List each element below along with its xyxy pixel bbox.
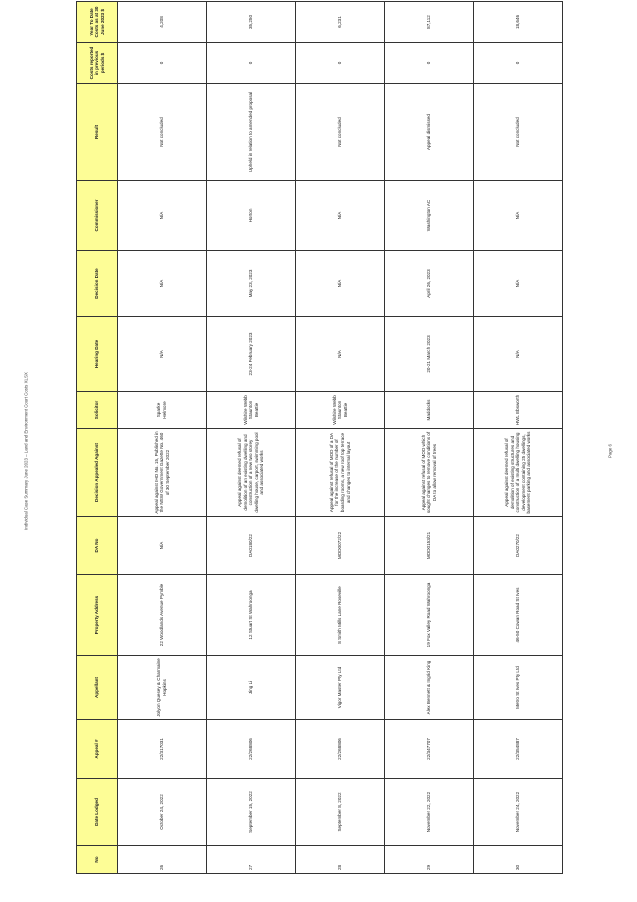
- col-header-property-address: Property Address: [77, 575, 118, 656]
- cell-appellant: Metro St Ives Pty Ltd: [474, 656, 563, 720]
- cell-costs-previous: 0: [385, 43, 474, 84]
- cell-no: 29: [385, 846, 474, 874]
- cell-result: Appeal dismissed: [385, 84, 474, 181]
- cell-commissioner: N/A: [296, 181, 385, 251]
- cell-hearing-date: N/A: [296, 317, 385, 392]
- cell-costs-ytd: 6,231: [296, 2, 385, 43]
- col-header-da-no: DA No: [77, 517, 118, 575]
- cell-date-lodged: November 24, 2022: [474, 779, 563, 846]
- cell-decision: Appeal against refusal of MOD of a DA for the increase of the number of boarding rooms, a new roof top terrace and changes to internal layout: [296, 429, 385, 517]
- cell-decision: Appeal against deemed refusal of demolition of existing structures and construction of a multi dwelling housing development containing 25 dwellings, basement parking and associated works: [474, 429, 563, 517]
- cell-solicitor: Maddocks: [385, 392, 474, 429]
- cell-decision: Appeal against refusal of MOD which sought changes to remove conditions of DA to allow removal of trees: [385, 429, 474, 517]
- cell-solicitor: Wilshire Webb Staunton Beattie: [296, 392, 385, 429]
- table-row: [207, 2, 296, 874]
- table-row: [385, 2, 474, 874]
- col-header-hearing-date: Hearing Date: [77, 317, 118, 392]
- cell-date-lodged: October 24, 2022: [118, 779, 207, 846]
- cell-decision: Appeal against deemed refusal of demolition of an existing dwelling and construction of a new two storey dwelling house, carport, swimming pool and associated works: [207, 429, 296, 517]
- cell-costs-previous: 0: [474, 43, 563, 84]
- cell-hearing-date: N/A: [118, 317, 207, 392]
- cell-result: Upheld in relation to amended proposal: [207, 84, 296, 181]
- cell-date-lodged: November 22, 2022: [385, 779, 474, 846]
- table-row: [474, 2, 563, 874]
- cell-costs-ytd: 4,208: [118, 2, 207, 43]
- cell-hearing-date: 20-21 March 2023: [385, 317, 474, 392]
- col-header-decision-date: Decision Date: [77, 251, 118, 317]
- cell-costs-ytd: 35,250: [207, 2, 296, 43]
- cell-appeal: 22/317031: [118, 720, 207, 779]
- cell-commissioner: Horton: [207, 181, 296, 251]
- cell-appeal: 22/354887: [474, 720, 563, 779]
- document-side-title: Individual Case Summary June 2023 – Land and Environment Court Costs XLSX: [23, 372, 29, 530]
- table-row: [118, 2, 207, 874]
- cell-no: 27: [207, 846, 296, 874]
- header-row: [77, 2, 118, 874]
- cell-appellant: Vigor Master Pty Ltd: [296, 656, 385, 720]
- cell-costs-previous: 0: [118, 43, 207, 84]
- cell-decision-date: N/A: [118, 251, 207, 317]
- cell-da-no: DA0270/22: [474, 517, 563, 575]
- col-header-appellant: Appellant: [77, 656, 118, 720]
- cell-commissioner: N/A: [118, 181, 207, 251]
- cell-address: 19 Fox Valley Road Wahroonga: [385, 575, 474, 656]
- cell-costs-previous: 0: [207, 43, 296, 84]
- col-header-solicitor: Solicitor: [77, 392, 118, 429]
- cell-date-lodged: September 8, 2022: [296, 779, 385, 846]
- cell-decision-date: N/A: [474, 251, 563, 317]
- col-header-appeal: Appeal #: [77, 720, 118, 779]
- col-header-costs-previous: Costs reported in previous periods $: [77, 43, 118, 84]
- cell-no: 26: [118, 846, 207, 874]
- cell-appellant: Alex Bennett & Ingrid King: [385, 656, 474, 720]
- cell-decision: Appeal against IHO No. 15, Published in the NSW Government Gazette No. 460 of 30 September 2022: [118, 429, 207, 517]
- cell-decision-date: May 23, 2023: [207, 251, 296, 317]
- cell-address: 22 Woodlands Avenue Pymble: [118, 575, 207, 656]
- cell-appellant: Jing Li: [207, 656, 296, 720]
- page-number: Page 6: [607, 444, 613, 458]
- col-header-commissioner: Commissioner: [77, 181, 118, 251]
- cell-da-no: MOD0153/21: [385, 517, 474, 575]
- cell-result: Not concluded: [296, 84, 385, 181]
- col-header-decision-appealed: Decision Appealed Against: [77, 429, 118, 517]
- cell-decision-date: April 26, 2023: [385, 251, 474, 317]
- cell-costs-previous: 0: [296, 43, 385, 84]
- cell-no: 30: [474, 846, 563, 874]
- cell-appeal: 22/268806: [296, 720, 385, 779]
- cell-address: 12 Stuart St Wahroonga: [207, 575, 296, 656]
- cell-appeal: 22/347707: [385, 720, 474, 779]
- cell-costs-ytd: 18,646: [474, 2, 563, 43]
- cell-no: 28: [296, 846, 385, 874]
- cell-decision-date: N/A: [296, 251, 385, 317]
- cell-hearing-date: 23-24 February 2023: [207, 317, 296, 392]
- table-row: [296, 2, 385, 874]
- cell-appeal: 22/268806: [207, 720, 296, 779]
- cell-address: 46-50 Cowan Road St Ives: [474, 575, 563, 656]
- cell-commissioner: Washington AC: [385, 181, 474, 251]
- case-summary-table: [76, 1, 563, 874]
- cell-da-no: MOD0072/22: [296, 517, 385, 575]
- cell-hearing-date: N/A: [474, 317, 563, 392]
- cell-appellant: Jolyon Quesey & Charmaine Hopkins: [118, 656, 207, 720]
- cell-result: Not concluded: [474, 84, 563, 181]
- cell-solicitor: Wilshire Webb Staunton Beattie: [207, 392, 296, 429]
- cell-date-lodged: September 15, 2022: [207, 779, 296, 846]
- cell-result: Not concluded: [118, 84, 207, 181]
- rotated-table-container: [76, 6, 561, 874]
- col-header-result: Result: [77, 84, 118, 181]
- cell-solicitor: Sparke Helmore: [118, 392, 207, 429]
- col-header-costs-ytd: Year To Date Costs as at 30 June 2023 $: [77, 2, 118, 43]
- cell-costs-ytd: 87,112: [385, 2, 474, 43]
- cell-solicitor: HWL Ebsworth: [474, 392, 563, 429]
- cell-address: 8 Smith Mills Lane Roseville: [296, 575, 385, 656]
- cell-da-no: N/A: [118, 517, 207, 575]
- col-header-date-lodged: Date Lodged: [77, 779, 118, 846]
- cell-da-no: DA0180/22: [207, 517, 296, 575]
- col-header-no: No: [77, 846, 118, 874]
- cell-commissioner: N/A: [474, 181, 563, 251]
